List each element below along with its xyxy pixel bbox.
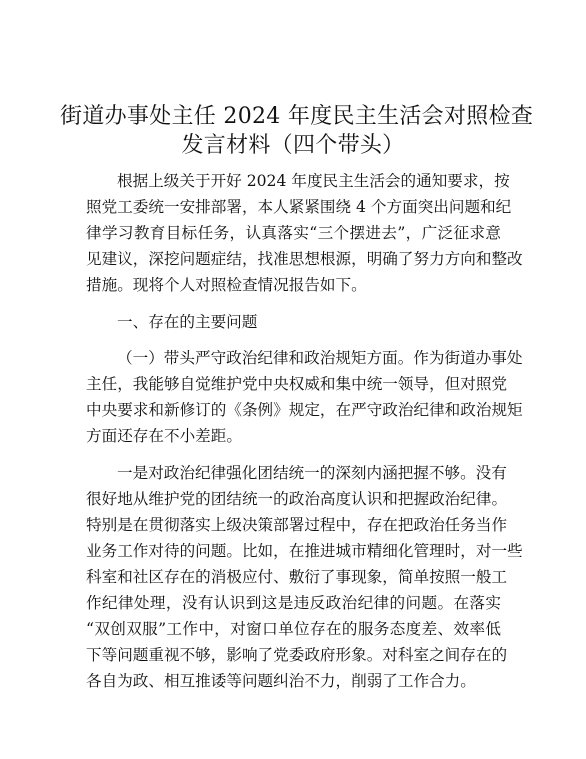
paragraph-2-line-2: 主任，我能够自觉维护党中央权威和集中统一领导，但对照党 — [86, 375, 508, 393]
paragraph-1-line-1: 根据上级关于开好 2024 年度民主生活会的通知要求，按 — [117, 172, 510, 190]
paragraph-1-line-4: 见建议，深挖问题症结，找准思想根源，明确了努力方向和整改 — [86, 250, 523, 268]
paragraph-3-line-6: 作纪律处理，没有认识到这是违反政治纪律的问题。在落实 — [86, 594, 501, 612]
document-title-line-2: 发言材料（四个带头） — [181, 133, 405, 158]
section-heading: 一、存在的主要问题 — [117, 313, 258, 331]
paragraph-3-line-1: 一是对政治纪律强化团结统一的深刻内涵把握不够。没有 — [117, 464, 507, 482]
paragraph-3-line-9: 各自为政、相互推诿等问题纠治不力，削弱了工作合力。 — [86, 672, 476, 690]
paragraph-2-line-4: 方面还存在不小差距。 — [86, 427, 242, 445]
paragraph-1-line-5: 措施。现将个人对照检查情况报告如下。 — [86, 276, 367, 294]
paragraph-3-line-7: “双创双服”工作中，对窗口单位存在的服务态度差、效率低 — [86, 620, 501, 638]
paragraph-1-line-3: 律学习教育目标任务，认真落实“三个摆进去”，广泛征求意 — [86, 224, 501, 242]
paragraph-3-line-8: 下等问题重视不够，影响了党委政府形象。对科室之间存在的 — [86, 646, 508, 664]
paragraph-3-line-2: 很好地从维护党的团结统一的政治高度认识和把握政治纪律。 — [86, 490, 508, 508]
document-title-line-1: 街道办事处主任 2024 年度民主生活会对照检查 — [60, 104, 534, 129]
paragraph-3-line-5: 科室和社区存在的消极应付、敷衍了事现象，简单按照一般工 — [86, 568, 508, 586]
paragraph-2-line-3: 中央要求和新修订的《条例》规定，在严守政治纪律和政治规矩 — [86, 401, 523, 419]
paragraph-3-line-4: 业务工作对待的问题。比如，在推进城市精细化管理时，对一些 — [86, 542, 523, 560]
paragraph-2-line-1: （一）带头严守政治纪律和政治规矩方面。作为街道办事处 — [117, 349, 523, 367]
paragraph-1-line-2: 照党工委统一安排部署，本人紧紧围绕 4 个方面突出问题和纪 — [86, 198, 512, 216]
paragraph-3-line-3: 特别是在贯彻落实上级决策部署过程中，存在把政治任务当作 — [86, 516, 508, 534]
